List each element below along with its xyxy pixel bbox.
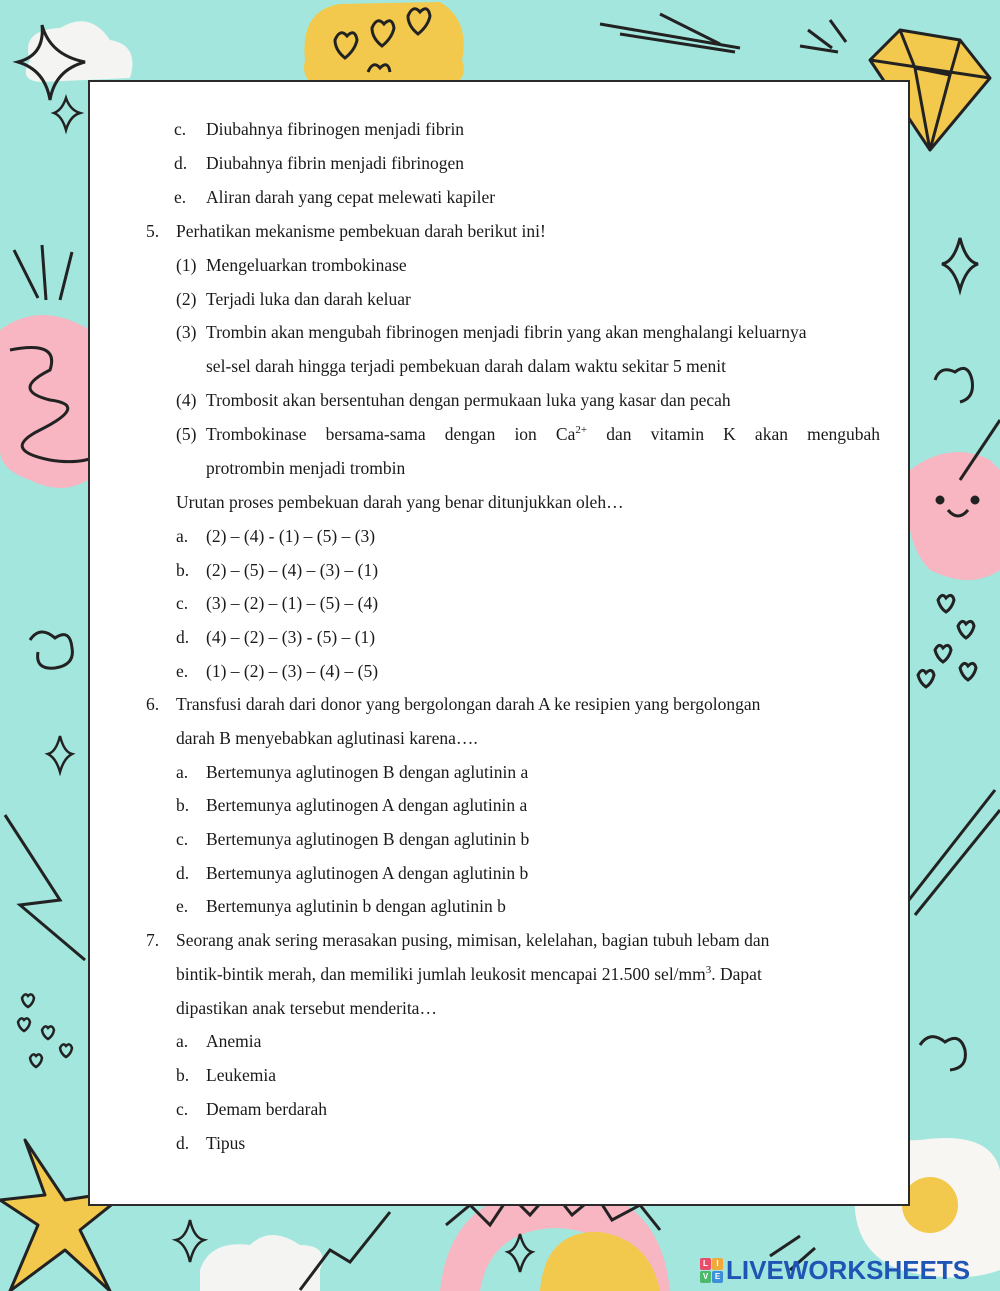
heart-icons-left <box>18 994 72 1067</box>
liveworksheets-brand[interactable] <box>700 1254 970 1286</box>
option-letter: d. <box>174 153 188 173</box>
superscript: 3 <box>705 964 712 977</box>
question-text-with-superscript <box>176 963 762 985</box>
option-letter: b. <box>176 1065 190 1085</box>
prompt-text: Urutan proses pembekuan darah yang benar ditunjukkan oleh… <box>176 492 624 512</box>
question-text: Seorang anak sering merasakan pusing, mimisan, kelelahan, bagian tubuh lebam dan <box>176 930 770 950</box>
option-letter: d. <box>176 863 190 883</box>
step-number: (2) <box>176 289 197 309</box>
option-text: (3) – (2) – (1) – (5) – (4) <box>206 593 379 613</box>
option-letter: b. <box>176 560 190 580</box>
option-text: Aliran darah yang cepat melewati kapiler <box>206 187 496 207</box>
option-text: Leukemia <box>206 1065 276 1085</box>
scribble-lines-right <box>905 790 1000 915</box>
lightning-line <box>5 815 85 960</box>
step-text: Trombosit akan bersentuhan dengan permukaan luka yang kasar dan pecah <box>206 390 731 410</box>
swirl-icon <box>935 368 973 402</box>
option-text: Bertemunya aglutinogen A dengan aglutinin b <box>206 863 529 883</box>
question-text: bintik-bintik merah, dan memiliki jumlah leukosit mencapai 21.500 sel/mm <box>176 964 706 984</box>
option-text: Demam berdarah <box>206 1099 327 1119</box>
question-text: dipastikan anak tersebut menderita… <box>176 998 437 1018</box>
step-text: sel-sel darah hingga terjadi pembekuan darah dalam waktu sekitar 5 menit <box>206 356 726 376</box>
option-text: Bertemunya aglutinogen B dengan aglutinin a <box>206 762 529 782</box>
option-text: (2) – (4) - (1) – (5) – (3) <box>206 526 376 546</box>
step-number: (1) <box>176 255 197 275</box>
step-text: Terjadi luka dan darah keluar <box>206 289 411 309</box>
sparkle-icon <box>508 1234 532 1272</box>
option-letter: a. <box>176 526 189 546</box>
option-text: Anemia <box>206 1031 262 1051</box>
logo-letter: E <box>712 1271 723 1283</box>
scribble-lines-top <box>600 14 846 52</box>
option-text: Diubahnya fibrinogen menjadi fibrin <box>206 119 465 139</box>
step-text-after: dan vitamin K akan mengubah <box>587 424 880 444</box>
sparkle-icon <box>48 736 72 772</box>
option-letter: c. <box>174 119 187 139</box>
question-text: Perhatikan mekanisme pembekuan darah berikut ini! <box>176 221 546 241</box>
egg-yolk <box>902 1177 958 1233</box>
step-number: (4) <box>176 390 197 410</box>
sparkle-icon <box>54 98 80 130</box>
swirl-icon <box>920 1037 965 1070</box>
step-text-justified <box>206 423 880 445</box>
logo-letter: I <box>712 1258 723 1270</box>
step-text: Trombokinase bersama-sama dengan ion Ca <box>206 424 576 444</box>
logo-letter: L <box>700 1258 711 1270</box>
question-number: 7. <box>146 930 160 950</box>
sparkle-icon <box>176 1220 204 1262</box>
question-text-after: . Dapat <box>711 964 762 984</box>
option-letter: e. <box>176 661 189 681</box>
sparkle-icon <box>942 238 978 290</box>
option-letter: c. <box>176 593 189 613</box>
question-number: 6. <box>146 694 160 714</box>
logo-letter: V <box>700 1271 711 1283</box>
option-letter: a. <box>176 1031 189 1051</box>
swirl-icon <box>30 632 72 668</box>
option-letter: a. <box>176 762 189 782</box>
option-letter: c. <box>176 1099 189 1119</box>
option-text: Bertemunya aglutinogen A dengan aglutinin a <box>206 795 528 815</box>
option-letter: e. <box>176 896 189 916</box>
superscript: 2+ <box>575 424 588 437</box>
option-text: Tipus <box>206 1133 246 1153</box>
option-letter: d. <box>176 627 190 647</box>
option-text: (4) – (2) – (3) - (5) – (1) <box>206 627 376 647</box>
question-text: darah B menyebabkan aglutinasi karena…. <box>176 728 478 748</box>
scribble-lines-left <box>14 245 72 300</box>
brand-name: LIVEWORKSHEETS <box>726 1254 971 1285</box>
heart-icons-right <box>918 595 976 687</box>
liveworksheets-logo-icon <box>700 1258 722 1282</box>
option-letter: b. <box>176 795 190 815</box>
option-text: Bertemunya aglutinin b dengan aglutinin b <box>206 896 506 916</box>
step-number: (5) <box>176 424 197 444</box>
option-letter: e. <box>174 187 187 207</box>
option-text: Bertemunya aglutinogen B dengan aglutinin b <box>206 829 530 849</box>
step-text: Mengeluarkan trombokinase <box>206 255 407 275</box>
step-number: (3) <box>176 322 197 342</box>
question-number: 5. <box>146 221 160 241</box>
option-letter: c. <box>176 829 189 849</box>
step-text: Trombin akan mengubah fibrinogen menjadi fibrin yang akan menghalangi keluarnya <box>206 322 807 342</box>
step-text: protrombin menjadi trombin <box>206 458 406 478</box>
option-text: (1) – (2) – (3) – (4) – (5) <box>206 661 379 681</box>
option-text: (2) – (5) – (4) – (3) – (1) <box>206 560 379 580</box>
question-text: Transfusi darah dari donor yang bergolongan darah A ke resipien yang bergolongan <box>176 694 761 714</box>
option-letter: d. <box>176 1133 190 1153</box>
option-text: Diubahnya fibrin menjadi fibrinogen <box>206 153 465 173</box>
